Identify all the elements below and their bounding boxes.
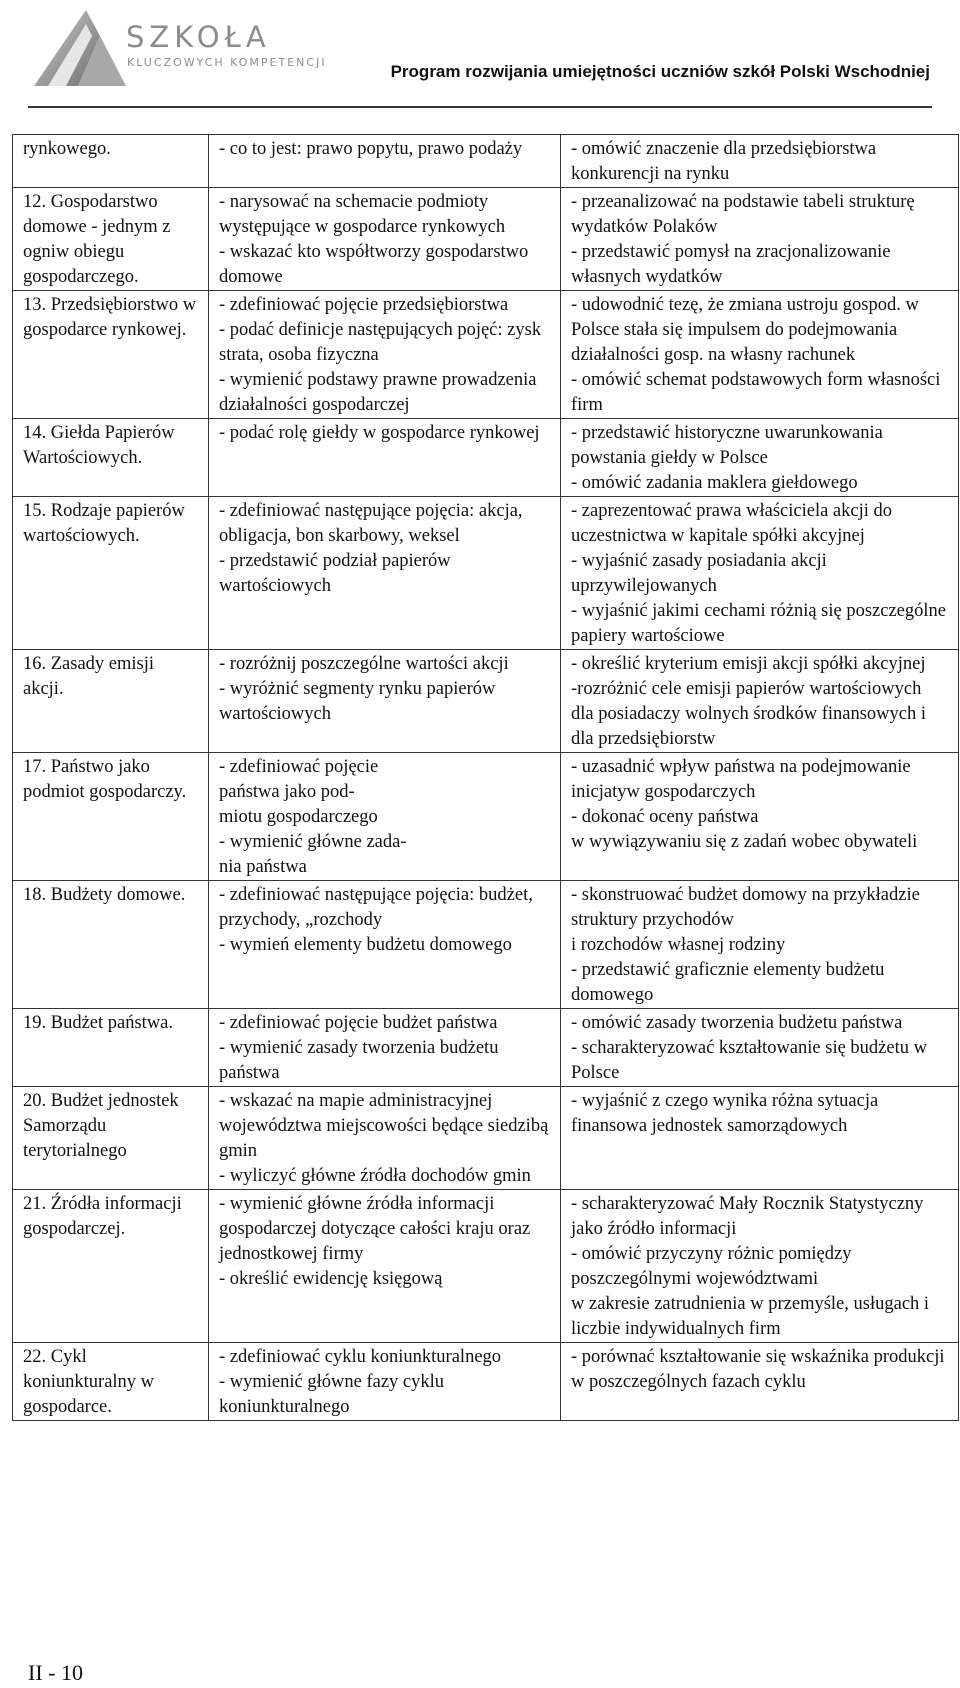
table-row [13, 135, 959, 188]
extended-requirements-cell: - zaprezentować prawa właściciela akcji do uczestnictwa w kapitale spółki akcyjnej - wyjaśnić zasady posiadania akcji uprzywilejowanych - wyjaśnić jakimi cechami różnią się poszczególne papiery wartościowe [561, 497, 959, 650]
header-divider [28, 106, 932, 108]
topic-cell: 17. Państwo jako podmiot gospodarczy. [13, 753, 209, 881]
basic-requirements-cell: - rozróżnij poszczególne wartości akcji - wyróżnić segmenty rynku papierów wartościowych [209, 650, 561, 753]
basic-requirements-cell: - co to jest: prawo popytu, prawo podaży [209, 135, 561, 188]
table-row [13, 188, 959, 291]
extended-requirements-cell: - porównać kształtowanie się wskaźnika produkcji w poszczególnych fazach cyklu [561, 1343, 959, 1421]
table-row [13, 650, 959, 753]
table-row [13, 1190, 959, 1343]
topic-cell: 15. Rodzaje papierów wartościowych. [13, 497, 209, 650]
basic-requirements-cell: - zdefiniować następujące pojęcia: budżet, przychody, „rozchody - wymień elementy budżetu domowego [209, 881, 561, 1009]
logo-title: SZKOŁA [126, 20, 271, 54]
topic-cell: 16. Zasady emisji akcji. [13, 650, 209, 753]
table-row [13, 1343, 959, 1421]
topic-cell: 22. Cykl koniunkturalny w gospodarce. [13, 1343, 209, 1421]
topic-cell: rynkowego. [13, 135, 209, 188]
table-row [13, 753, 959, 881]
basic-requirements-cell: - zdefiniować cyklu koniunkturalnego - wymienić główne fazy cyklu koniunkturalnego [209, 1343, 561, 1421]
topic-cell: 18. Budżety domowe. [13, 881, 209, 1009]
table-row [13, 497, 959, 650]
table-row [13, 1087, 959, 1190]
extended-requirements-cell: - przeanalizować na podstawie tabeli strukturę wydatków Polaków - przedstawić pomysł na zracjonalizowanie własnych wydatków [561, 188, 959, 291]
basic-requirements-cell: - zdefiniować następujące pojęcia: akcja, obligacja, bon skarbowy, weksel - przedstawić podział papierów wartościowych [209, 497, 561, 650]
basic-requirements-cell: - zdefiniować pojęcie przedsiębiorstwa - podać definicje następujących pojęć: zysk strata, osoba fizyczna - wymienić podstawy prawne prowadzenia działalności gospodarczej [209, 291, 561, 419]
logo-subtitle: KLUCZOWYCH KOMPETENCJI [127, 56, 327, 69]
extended-requirements-cell: - udowodnić tezę, że zmiana ustroju gospod. w Polsce stała się impulsem do podejmowania działalności gosp. na własny rachunek - omówić schemat podstawowych form własności firm [561, 291, 959, 419]
extended-requirements-cell: - scharakteryzować Mały Rocznik Statystyczny jako źródło informacji - omówić przyczyny różnic pomiędzy poszczególnymi województwami w zakresie zatrudnienia w przemyśle, usługach i liczbie indywidualnych firm [561, 1190, 959, 1343]
topic-cell: 20. Budżet jednostek Samorządu terytorialnego [13, 1087, 209, 1190]
table-row [13, 419, 959, 497]
extended-requirements-cell: - wyjaśnić z czego wynika różna sytuacja finansowa jednostek samorządowych [561, 1087, 959, 1190]
table-row [13, 1009, 959, 1087]
extended-requirements-cell: - omówić zasady tworzenia budżetu państwa - scharakteryzować kształtowanie się budżetu w Polsce [561, 1009, 959, 1087]
page-header [0, 0, 960, 112]
basic-requirements-cell: - zdefiniować pojęcie państwa jako pod- miotu gospodarczego - wymienić główne zada- nia państwa [209, 753, 561, 881]
topic-cell: 12. Gospodarstwo domowe - jednym z ogniw obiegu gospodarczego. [13, 188, 209, 291]
program-title: Program rozwijania umiejętności uczniów szkół Polski Wschodniej [390, 62, 930, 81]
basic-requirements-cell: - zdefiniować pojęcie budżet państwa - wymienić zasady tworzenia budżetu państwa [209, 1009, 561, 1087]
curriculum-table [12, 134, 959, 1421]
basic-requirements-cell: - wskazać na mapie administracyjnej województwa miejscowości będące siedzibą gmin - wyliczyć główne źródła dochodów gmin [209, 1087, 561, 1190]
topic-cell: 19. Budżet państwa. [13, 1009, 209, 1087]
extended-requirements-cell: - uzasadnić wpływ państwa na podejmowanie inicjatyw gospodarczych - dokonać oceny państwa w wywiązywaniu się z zadań wobec obywateli [561, 753, 959, 881]
topic-cell: 14. Giełda Papierów Wartościowych. [13, 419, 209, 497]
basic-requirements-cell: - wymienić główne źródła informacji gospodarczej dotyczące całości kraju oraz jednostkowej firmy - określić ewidencję księgową [209, 1190, 561, 1343]
extended-requirements-cell: - omówić znaczenie dla przedsiębiorstwa konkurencji na rynku [561, 135, 959, 188]
basic-requirements-cell: - narysować na schemacie podmioty występujące w gospodarce rynkowych - wskazać kto współtworzy gospodarstwo domowe [209, 188, 561, 291]
extended-requirements-cell: - skonstruować budżet domowy na przykładzie struktury przychodów i rozchodów własnej rodziny - przedstawić graficznie elementy budżetu domowego [561, 881, 959, 1009]
table-row [13, 291, 959, 419]
topic-cell: 13. Przedsiębiorstwo w gospodarce rynkowej. [13, 291, 209, 419]
extended-requirements-cell: - przedstawić historyczne uwarunkowania powstania giełdy w Polsce - omówić zadania maklera giełdowego [561, 419, 959, 497]
school-logo-icon [30, 6, 130, 92]
table-row [13, 881, 959, 1009]
extended-requirements-cell: - określić kryterium emisji akcji spółki akcyjnej -rozróżnić cele emisji papierów wartościowych dla posiadaczy wolnych środków finansowych i dla przedsiębiorstw [561, 650, 959, 753]
basic-requirements-cell: - podać rolę giełdy w gospodarce rynkowej [209, 419, 561, 497]
page-number: II - 10 [28, 1660, 83, 1685]
topic-cell: 21. Źródła informacji gospodarczej. [13, 1190, 209, 1343]
